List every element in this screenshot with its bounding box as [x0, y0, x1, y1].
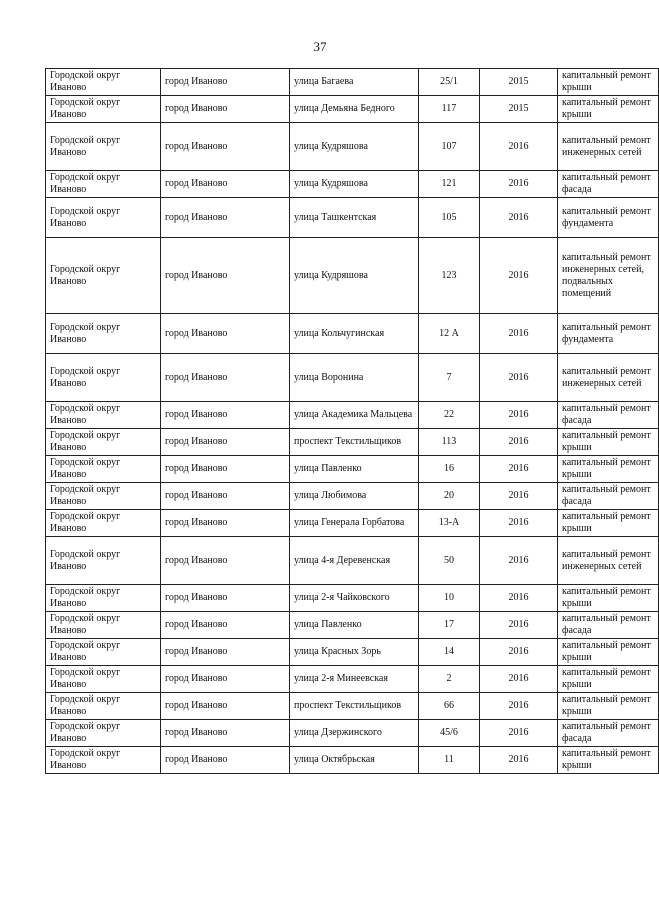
- municipality-cell: Городской округ Иваново: [46, 483, 161, 510]
- work-type-cell: капитальный ремонт крыши: [558, 639, 659, 666]
- work-type-cell: капитальный ремонт инженерных сетей, подвальных помещений: [558, 238, 659, 314]
- table-row: [46, 123, 659, 171]
- table-row: [46, 456, 659, 483]
- work-type-cell: капитальный ремонт фасада: [558, 171, 659, 198]
- year-cell: 2016: [480, 354, 558, 402]
- city-cell: город Иваново: [161, 666, 290, 693]
- house-number-cell: 105: [419, 198, 480, 238]
- work-type-cell: капитальный ремонт крыши: [558, 96, 659, 123]
- table-row: [46, 612, 659, 639]
- table-row: [46, 354, 659, 402]
- work-type-cell: капитальный ремонт инженерных сетей: [558, 123, 659, 171]
- work-type-cell: капитальный ремонт фундамента: [558, 198, 659, 238]
- municipality-cell: Городской округ Иваново: [46, 354, 161, 402]
- year-cell: 2016: [480, 747, 558, 774]
- table-row: [46, 402, 659, 429]
- city-cell: город Иваново: [161, 585, 290, 612]
- page-number: 37: [313, 39, 327, 54]
- table-row: [46, 96, 659, 123]
- street-cell: улица Кудряшова: [290, 123, 419, 171]
- municipality-cell: Городской округ Иваново: [46, 402, 161, 429]
- city-cell: город Иваново: [161, 69, 290, 96]
- year-cell: 2015: [480, 96, 558, 123]
- city-cell: город Иваново: [161, 720, 290, 747]
- street-cell: улица Любимова: [290, 483, 419, 510]
- work-type-cell: капитальный ремонт фасада: [558, 483, 659, 510]
- table-row: [46, 483, 659, 510]
- city-cell: город Иваново: [161, 510, 290, 537]
- street-cell: улица 2-я Чайковского: [290, 585, 419, 612]
- street-cell: улица Академика Мальцева: [290, 402, 419, 429]
- city-cell: город Иваново: [161, 456, 290, 483]
- municipality-cell: Городской округ Иваново: [46, 429, 161, 456]
- table-row: [46, 171, 659, 198]
- city-cell: город Иваново: [161, 171, 290, 198]
- municipality-cell: Городской округ Иваново: [46, 198, 161, 238]
- street-cell: улица 4-я Деревенская: [290, 537, 419, 585]
- work-type-cell: капитальный ремонт крыши: [558, 585, 659, 612]
- year-cell: 2016: [480, 198, 558, 238]
- year-cell: 2016: [480, 510, 558, 537]
- house-number-cell: 123: [419, 238, 480, 314]
- year-cell: 2015: [480, 69, 558, 96]
- city-cell: город Иваново: [161, 402, 290, 429]
- year-cell: 2016: [480, 612, 558, 639]
- work-type-cell: капитальный ремонт крыши: [558, 747, 659, 774]
- street-cell: улица Демьяна Бедного: [290, 96, 419, 123]
- city-cell: город Иваново: [161, 693, 290, 720]
- table-row: [46, 69, 659, 96]
- work-type-cell: капитальный ремонт фасада: [558, 612, 659, 639]
- municipality-cell: Городской округ Иваново: [46, 171, 161, 198]
- city-cell: город Иваново: [161, 747, 290, 774]
- year-cell: 2016: [480, 720, 558, 747]
- work-type-cell: капитальный ремонт фасада: [558, 402, 659, 429]
- municipality-cell: Городской округ Иваново: [46, 747, 161, 774]
- year-cell: 2016: [480, 429, 558, 456]
- house-number-cell: 113: [419, 429, 480, 456]
- house-number-cell: 17: [419, 612, 480, 639]
- work-type-cell: капитальный ремонт крыши: [558, 429, 659, 456]
- table-row: [46, 238, 659, 314]
- table-row: [46, 693, 659, 720]
- municipality-cell: Городской округ Иваново: [46, 720, 161, 747]
- house-number-cell: 22: [419, 402, 480, 429]
- house-number-cell: 11: [419, 747, 480, 774]
- table-row: [46, 537, 659, 585]
- house-number-cell: 45/6: [419, 720, 480, 747]
- table-row: [46, 747, 659, 774]
- street-cell: улица Кудряшова: [290, 171, 419, 198]
- street-cell: улица Кольчугинская: [290, 314, 419, 354]
- street-cell: улица Павленко: [290, 612, 419, 639]
- street-cell: улица Генерала Горбатова: [290, 510, 419, 537]
- house-number-cell: 107: [419, 123, 480, 171]
- year-cell: 2016: [480, 537, 558, 585]
- municipality-cell: Городской округ Иваново: [46, 537, 161, 585]
- municipality-cell: Городской округ Иваново: [46, 612, 161, 639]
- municipality-cell: Городской округ Иваново: [46, 314, 161, 354]
- house-number-cell: 2: [419, 666, 480, 693]
- municipality-cell: Городской округ Иваново: [46, 96, 161, 123]
- house-number-cell: 16: [419, 456, 480, 483]
- table-row: [46, 314, 659, 354]
- municipality-cell: Городской округ Иваново: [46, 456, 161, 483]
- year-cell: 2016: [480, 666, 558, 693]
- work-type-cell: капитальный ремонт инженерных сетей: [558, 354, 659, 402]
- work-type-cell: капитальный ремонт инженерных сетей: [558, 537, 659, 585]
- municipality-cell: Городской округ Иваново: [46, 69, 161, 96]
- year-cell: 2016: [480, 123, 558, 171]
- house-number-cell: 12 А: [419, 314, 480, 354]
- year-cell: 2016: [480, 456, 558, 483]
- city-cell: город Иваново: [161, 537, 290, 585]
- municipality-cell: Городской округ Иваново: [46, 693, 161, 720]
- street-cell: улица Красных Зорь: [290, 639, 419, 666]
- year-cell: 2016: [480, 402, 558, 429]
- table-row: [46, 510, 659, 537]
- work-type-cell: капитальный ремонт фасада: [558, 720, 659, 747]
- year-cell: 2016: [480, 238, 558, 314]
- house-number-cell: 7: [419, 354, 480, 402]
- street-cell: улица Павленко: [290, 456, 419, 483]
- street-cell: улица Багаева: [290, 69, 419, 96]
- street-cell: улица Дзержинского: [290, 720, 419, 747]
- city-cell: город Иваново: [161, 612, 290, 639]
- house-number-cell: 117: [419, 96, 480, 123]
- municipality-cell: Городской округ Иваново: [46, 666, 161, 693]
- city-cell: город Иваново: [161, 123, 290, 171]
- year-cell: 2016: [480, 483, 558, 510]
- work-type-cell: капитальный ремонт крыши: [558, 693, 659, 720]
- city-cell: город Иваново: [161, 429, 290, 456]
- year-cell: 2016: [480, 693, 558, 720]
- work-type-cell: капитальный ремонт крыши: [558, 69, 659, 96]
- work-type-cell: капитальный ремонт крыши: [558, 510, 659, 537]
- municipality-cell: Городской округ Иваново: [46, 123, 161, 171]
- house-number-cell: 25/1: [419, 69, 480, 96]
- house-number-cell: 50: [419, 537, 480, 585]
- street-cell: проспект Текстильщиков: [290, 429, 419, 456]
- house-number-cell: 66: [419, 693, 480, 720]
- city-cell: город Иваново: [161, 314, 290, 354]
- work-type-cell: капитальный ремонт крыши: [558, 456, 659, 483]
- city-cell: город Иваново: [161, 96, 290, 123]
- city-cell: город Иваново: [161, 238, 290, 314]
- table-row: [46, 585, 659, 612]
- year-cell: 2016: [480, 171, 558, 198]
- municipality-cell: Городской округ Иваново: [46, 510, 161, 537]
- street-cell: улица Ташкентская: [290, 198, 419, 238]
- city-cell: город Иваново: [161, 198, 290, 238]
- table-row: [46, 639, 659, 666]
- municipality-cell: Городской округ Иваново: [46, 238, 161, 314]
- city-cell: город Иваново: [161, 354, 290, 402]
- street-cell: проспект Текстильщиков: [290, 693, 419, 720]
- year-cell: 2016: [480, 639, 558, 666]
- municipality-cell: Городской округ Иваново: [46, 639, 161, 666]
- year-cell: 2016: [480, 585, 558, 612]
- city-cell: город Иваново: [161, 639, 290, 666]
- table-row: [46, 720, 659, 747]
- table-body: [46, 69, 659, 774]
- year-cell: 2016: [480, 314, 558, 354]
- work-type-cell: капитальный ремонт фундамента: [558, 314, 659, 354]
- municipality-cell: Городской округ Иваново: [46, 585, 161, 612]
- house-number-cell: 121: [419, 171, 480, 198]
- house-number-cell: 10: [419, 585, 480, 612]
- house-number-cell: 14: [419, 639, 480, 666]
- street-cell: улица Кудряшова: [290, 238, 419, 314]
- repair-schedule-table: [45, 68, 659, 774]
- city-cell: город Иваново: [161, 483, 290, 510]
- table-row: [46, 198, 659, 238]
- street-cell: улица Воронина: [290, 354, 419, 402]
- house-number-cell: 13-А: [419, 510, 480, 537]
- street-cell: улица 2-я Минеевская: [290, 666, 419, 693]
- table-row: [46, 429, 659, 456]
- street-cell: улица Октябрьская: [290, 747, 419, 774]
- table-row: [46, 666, 659, 693]
- work-type-cell: капитальный ремонт крыши: [558, 666, 659, 693]
- house-number-cell: 20: [419, 483, 480, 510]
